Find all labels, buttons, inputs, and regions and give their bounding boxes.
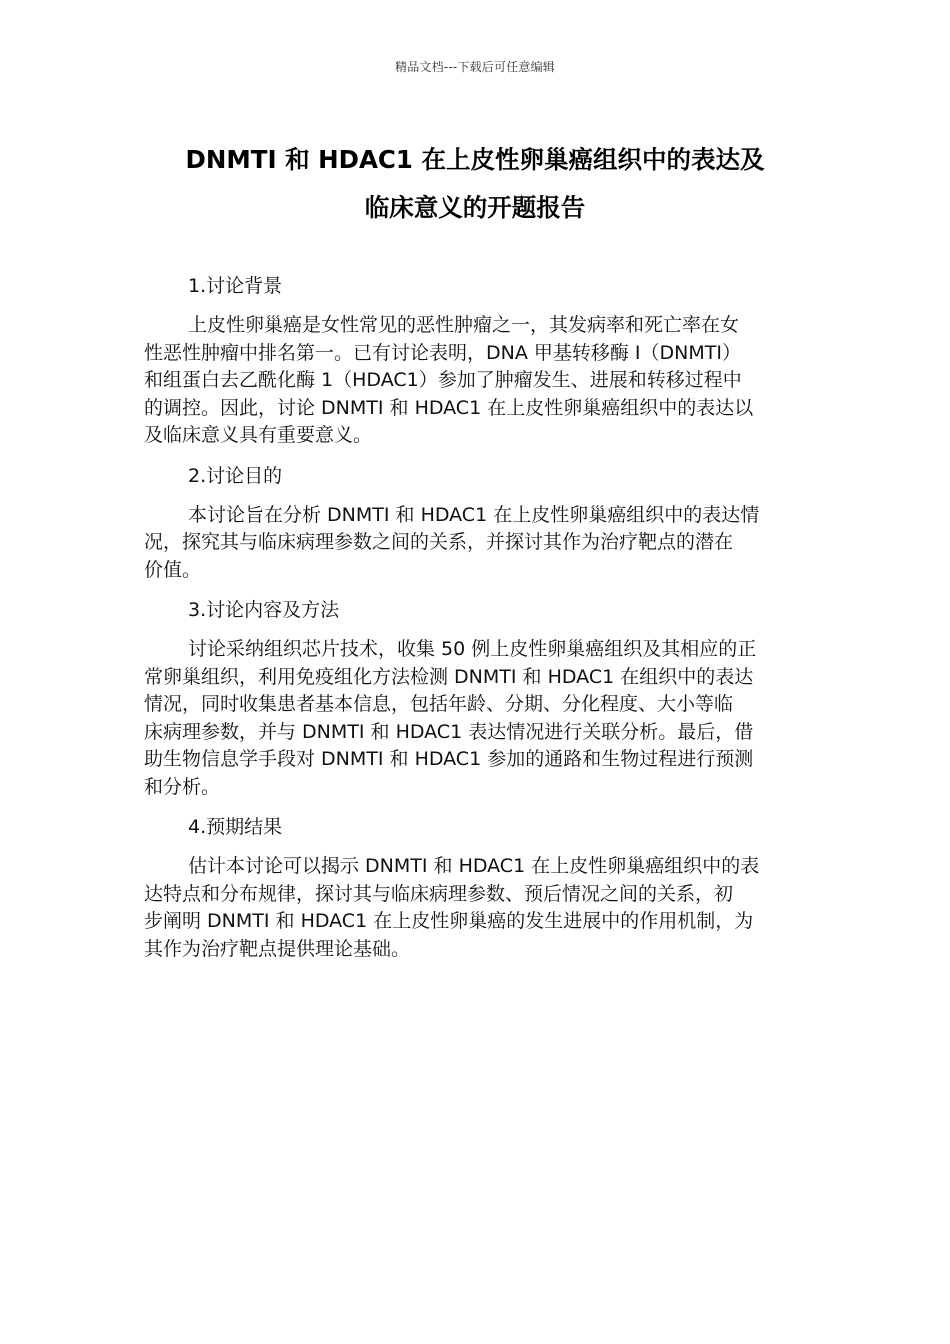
paragraph-line: 床病理参数，并与 DNMTI 和 HDAC1 表达情况进行关联分析。最后，借 xyxy=(144,720,754,743)
section-heading-expected-results: 4.预期结果 xyxy=(188,816,283,838)
paragraph-line: 的调控。因此，讨论 DNMTI 和 HDAC1 在上皮性卵巢癌组织中的表达以 xyxy=(144,396,754,419)
paragraph-line: 其作为治疗靶点提供理论基础。 xyxy=(144,937,411,960)
section-paragraph-purpose xyxy=(144,502,808,585)
paragraph-line: 价值。 xyxy=(144,558,202,581)
paragraph-line: 达特点和分布规律，探讨其与临床病理参数、预后情况之间的关系，初 xyxy=(144,882,734,905)
paragraph-line: 情况，同时收集患者基本信息，包括年龄、分期、分化程度、大小等临 xyxy=(144,693,734,715)
section-paragraph-background xyxy=(144,312,808,450)
paragraph-line: 步阐明 DNMTI 和 HDAC1 在上皮性卵巢癌的发生进展中的作用机制，为 xyxy=(144,910,754,932)
document-title xyxy=(120,136,830,232)
header-note: 精品文档---下载后可任意编辑 xyxy=(395,60,555,74)
document-title-line-1: DNMTI 和 HDAC1 在上皮性卵巢癌组织中的表达及 xyxy=(185,145,765,174)
section-paragraph-expected-results xyxy=(144,853,808,963)
paragraph-line: 讨论采纳组织芯片技术，收集 50 例上皮性卵巢癌组织及其相应的正 xyxy=(188,638,757,660)
paragraph-line: 况，探究其与临床病理参数之间的关系，并探讨其作为治疗靶点的潜在 xyxy=(144,531,734,553)
paragraph-line: 常卵巢组织，利用免疫组化方法检测 DNMTI 和 HDAC1 在组织中的表达 xyxy=(144,665,754,688)
paragraph-line: 和组蛋白去乙酰化酶 1（HDAC1）参加了肿瘤发生、进展和转移过程中 xyxy=(144,369,742,391)
paragraph-line: 本讨论旨在分析 DNMTI 和 HDAC1 在上皮性卵巢癌组织中的表达情 xyxy=(188,503,760,526)
paragraph-line: 及临床意义具有重要意义。 xyxy=(144,424,373,446)
section-heading-purpose: 2.讨论目的 xyxy=(188,464,283,487)
section-heading-background: 1.讨论背景 xyxy=(188,275,283,297)
paragraph-line: 助生物信息学手段对 DNMTI 和 HDAC1 参加的通路和生物过程进行预测 xyxy=(144,748,754,770)
document-title-line-2: 临床意义的开题报告 xyxy=(364,193,586,222)
paragraph-line: 和分析。 xyxy=(144,775,221,798)
paragraph-line: 性恶性肿瘤中排名第一。已有讨论表明，DNA 甲基转移酶 I（DNMTI） xyxy=(144,341,741,364)
paragraph-line: 估计本讨论可以揭示 DNMTI 和 HDAC1 在上皮性卵巢癌组织中的表 xyxy=(188,855,760,877)
document-body xyxy=(144,272,808,975)
section-paragraph-methods xyxy=(144,636,808,801)
paragraph-line: 上皮性卵巢癌是女性常见的恶性肿瘤之一，其发病率和死亡率在女 xyxy=(188,314,740,336)
section-heading-methods: 3.讨论内容及方法 xyxy=(188,599,340,621)
